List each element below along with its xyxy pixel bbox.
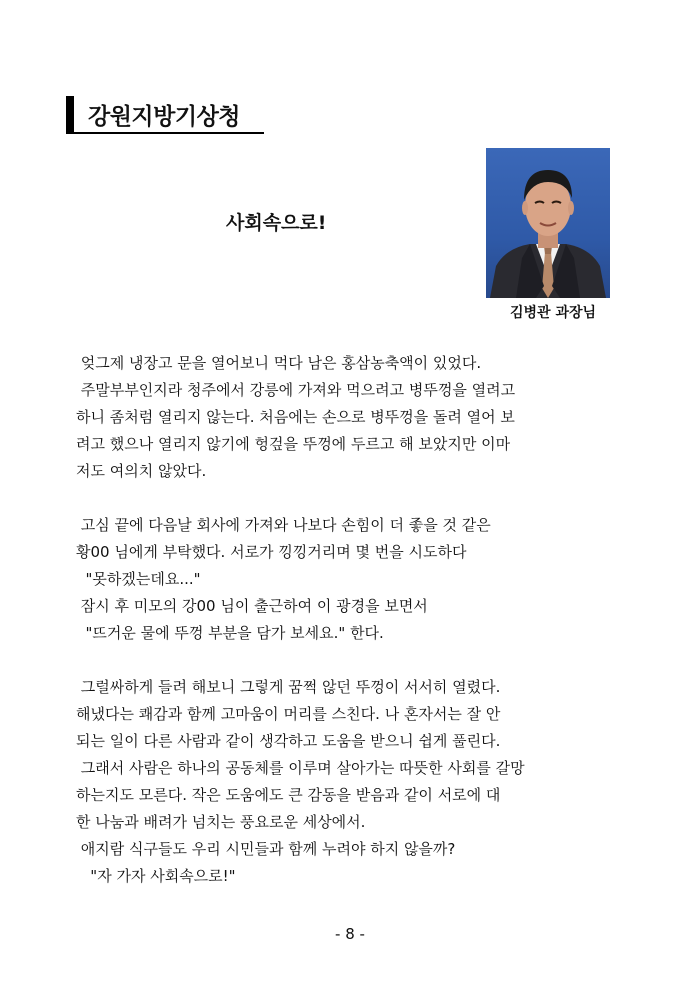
- author-photo: [486, 148, 610, 298]
- text-line: 황00 님에게 부탁했다. 서로가 낑낑거리며 몇 번을 시도하다: [76, 543, 467, 561]
- text-line: "못하겠는데요...": [76, 570, 201, 588]
- section-header: [66, 96, 264, 134]
- text-line: 주말부부인지라 청주에서 강릉에 가져와 먹으려고 병뚜껑을 열려고: [76, 381, 516, 399]
- paragraph: [76, 512, 616, 647]
- page-number: - 8 -: [335, 925, 365, 943]
- article-body: [76, 350, 616, 890]
- text-line: 저도 여의치 않았다.: [76, 462, 207, 480]
- text-line: 고심 끝에 다음날 회사에 가져와 나보다 손힘이 더 좋을 것 같은: [76, 516, 491, 534]
- paragraph-gap: [76, 485, 616, 512]
- text-line: 되는 일이 다른 사람과 같이 생각하고 도움을 받으니 쉽게 풀린다.: [76, 732, 501, 750]
- text-line: 하니 좀처럼 열리지 않는다. 처음에는 손으로 병뚜껑을 돌려 열어 보: [76, 408, 515, 426]
- text-line: 려고 했으나 열리지 않기에 헝겊을 뚜껑에 두르고 해 보았지만 이마: [76, 435, 511, 453]
- paragraph: [76, 674, 616, 890]
- text-line: 해냈다는 쾌감과 함께 고마움이 머리를 스친다. 나 혼자서는 잘 안: [76, 705, 501, 723]
- text-line: 잠시 후 미모의 강00 님이 출근하여 이 광경을 보면서: [76, 597, 428, 615]
- text-line: 엊그제 냉장고 문을 열어보니 먹다 남은 홍삼농축액이 있었다.: [76, 354, 482, 372]
- photo-caption: 김병관 과장님: [510, 305, 597, 321]
- portrait-image: [486, 148, 610, 298]
- text-line: "뜨거운 물에 뚜껑 부분을 담가 보세요." 한다.: [76, 624, 384, 642]
- text-line: 그럴싸하게 들려 해보니 그렇게 꿈쩍 않던 뚜껑이 서서히 열렸다.: [76, 678, 501, 696]
- text-line: 한 나눔과 배려가 넘치는 풍요로운 세상에서.: [76, 813, 366, 831]
- paragraph: [76, 350, 616, 485]
- section-title: 강원지방기상청: [88, 104, 241, 130]
- paragraph-gap: [76, 647, 616, 674]
- header-accent-bar: [66, 96, 74, 134]
- text-line: 그래서 사람은 하나의 공동체를 이루며 살아가는 따뜻한 사회를 갈망: [76, 759, 525, 777]
- text-line: "자 가자 사회속으로!": [76, 867, 236, 885]
- text-line: 애지람 식구들도 우리 시민들과 함께 누려야 하지 않을까?: [76, 840, 456, 858]
- text-line: 하는지도 모른다. 작은 도움에도 큰 감동을 받음과 같이 서로에 대: [76, 786, 501, 804]
- header-underline: [66, 132, 264, 134]
- article-title: 사회속으로!: [226, 212, 327, 234]
